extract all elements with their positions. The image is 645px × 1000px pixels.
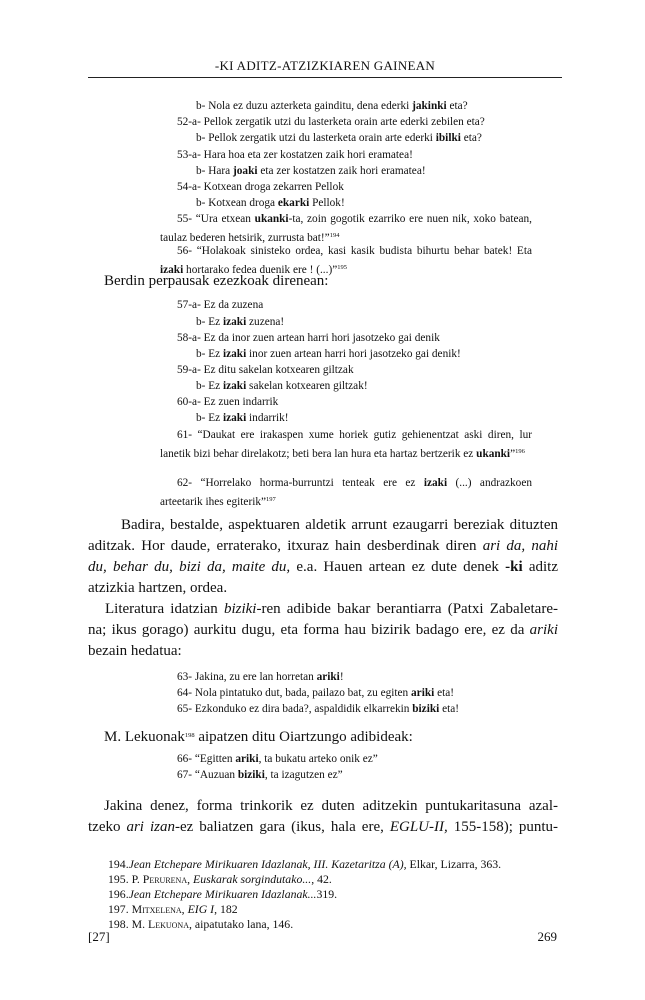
page-number: 269: [537, 929, 557, 944]
quote-example-55: 55- “Ura etxean ukanki-ta, zoin gogotik ezarriko ere nuen nik, xoko batean, taulaz bederen hetsirik, zurrusta bat!”$^{194}$: [160, 213, 532, 244]
paragraph-berdin: Berdin perpausak ezezkoak direnean:: [104, 273, 329, 289]
example-line: b- Ez izaki zuzena!: [196, 316, 285, 328]
paragraph-literatura-line3: bezain hedatua:: [88, 643, 182, 659]
example-line: 67- “Auzuan biziki, ta izagutzen ez”: [177, 769, 343, 781]
header-rule: [88, 77, 562, 78]
paragraph-badira-line3: du, behar du, bizi da, maite du, e.a. Hauen artean ez dute denek -ki aditz: [88, 559, 559, 575]
paragraph-literatura-line1: Literatura idatzian biziki-ren adibide bakar berantiarra (Patxi Zabaletare-: [105, 601, 558, 617]
example-line: 54-a- Kotxean droga zekarren Pellok: [177, 181, 344, 193]
paragraph-lekuona: M. Lekuonak$^{198}$ aipatzen ditu Oiartzungo adibideak:: [104, 729, 413, 745]
footnote-ref: 196: [515, 447, 525, 455]
paragraph-jakina-line2: tzeko ari izan-ez baliatzen gara (ikus, hala ere, EGLU-II, 155-158); puntu-: [88, 819, 558, 835]
footnote-197: 197. Mitxelena, EIG I, 182: [108, 902, 238, 916]
example-line: 63- Jakina, zu ere lan horretan ariki!: [177, 671, 344, 683]
paragraph-badira-line1: Badira, bestalde, aspektuaren aldetik arrunt ezaugarri bereziak dituzten: [121, 517, 558, 533]
paragraph-jakina-line1: Jakina denez, forma trinkorik ez duten aditzekin puntukaritasuna azal-: [104, 798, 558, 814]
example-line: 64- Nola pintatuko dut, bada, pailazo bat, zu egiten ariki eta!: [177, 687, 455, 699]
example-line: b- Ez izaki inor zuen artean harri hori jasotzeko gai denik!: [196, 348, 461, 360]
example-line: b- Kotxean droga ekarki Pellok!: [196, 197, 345, 209]
example-line: 57-a- Ez da zuzena: [177, 299, 264, 311]
example-line: 65- Ezkonduko ez dira bada?, aspaldidik elkarrekin biziki eta!: [177, 703, 460, 715]
footnote-195: 195. P. Perurena, Euskarak sorgindutako..., 42.: [108, 872, 332, 886]
quote-example-56: 56- “Holakoak sinisteko ordea, kasi kasik budista bihurtu behar batek! Eta izaki hortarako fedea duenik ere ! (...)”$^{195}$: [160, 245, 532, 276]
example-line: b- Ez izaki indarrik!: [196, 412, 289, 424]
example-line: 66- “Egitten ariki, ta bukatu arteko onik ez”: [177, 753, 378, 765]
paragraph-literatura-line2: na; ikus gorago) aurkitu dugu, eta forma hau bizirik badago ere, ez da ariki: [88, 622, 558, 638]
footnote-ref: 197: [266, 495, 276, 503]
example-line: b- Nola ez duzu azterketa gainditu, dena ederki jakinki eta?: [196, 100, 468, 112]
example-line: b- Hara joaki eta zer kostatzen zaik hori eramatea!: [196, 165, 426, 177]
footnote-ref: 198: [184, 732, 195, 739]
footnote-ref: 195: [337, 263, 347, 271]
example-line: 59-a- Ez ditu sakelan kotxearen giltzak: [177, 364, 354, 376]
footnote-194: 194.Jean Etchepare Mirikuaren Idazlanak, III. Kazetaritza (A), Elkar, Lizarra, 363.: [108, 857, 502, 871]
paragraph-badira-line4: atzizkia hartzen, ordea.: [88, 580, 228, 596]
page-number-bracketed: [27]: [88, 929, 110, 944]
example-line: 60-a- Ez zuen indarrik: [177, 396, 279, 408]
footnote-196: 196.Jean Etchepare Mirikuaren Idazlanak...319.: [108, 887, 338, 901]
example-line: b- Pellok zergatik utzi du lasterketa orain arte ederki ibilki eta?: [196, 132, 482, 144]
running-header: -KI ADITZ-ATZIZKIAREN GAINEAN: [214, 58, 436, 73]
example-line: 58-a- Ez da inor zuen artean harri hori jasotzeko gai denik: [177, 332, 440, 344]
example-line: 52-a- Pellok zergatik utzi du lasterketa orain arte ederki zebilen eta?: [177, 116, 485, 128]
example-line: b- Ez izaki sakelan kotxearen giltzak!: [196, 380, 368, 392]
quote-example-61: 61- “Daukat ere irakaspen xume horiek gutiz gehienentzat aski diren, lur lanetik bizi behar direlakotz; beti bera lan hura eta hartaz bertzerik ez ukanki”$^{196}$: [160, 429, 532, 460]
quote-example-62: 62- “Horrelako horma-burruntzi tenteak ere ez izaki (...) andrazkoen arteetarik ihes egiterik”$^{197}$: [160, 477, 532, 508]
footnote-198: 198. M. Lekuona, aipatutako lana, 146.: [108, 917, 294, 931]
footnote-ref: 194: [329, 231, 340, 239]
example-line: 53-a- Hara hoa eta zer kostatzen zaik hori eramatea!: [177, 149, 413, 161]
paragraph-badira-line2: aditzak. Hor daude, erraterako, itxuraz hain desberdinak diren ari da, nahi: [88, 538, 558, 554]
